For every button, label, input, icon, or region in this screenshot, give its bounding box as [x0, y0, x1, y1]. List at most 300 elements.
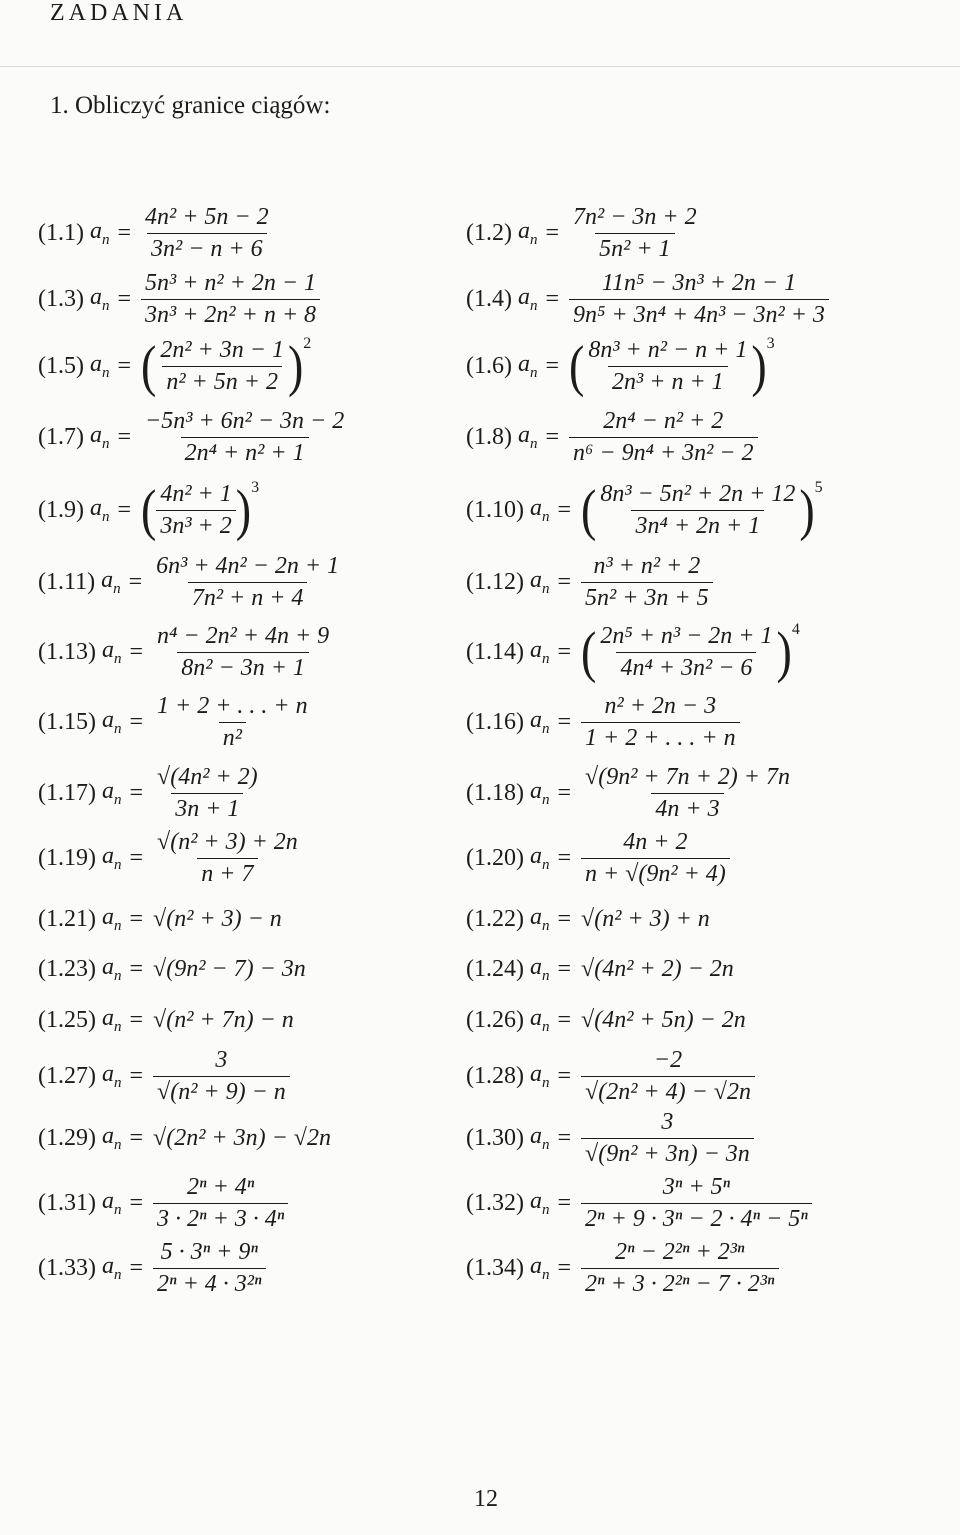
fraction: [596, 481, 799, 540]
exercise-label: (1.27): [38, 1062, 96, 1089]
sequence-term: [530, 904, 550, 935]
right-paren: ): [235, 477, 252, 542]
fraction: [141, 204, 273, 263]
numerator: 2ⁿ + 4ⁿ: [187, 1173, 255, 1200]
denominator: n + 7: [197, 858, 257, 888]
exercise-label: (1.30): [466, 1124, 524, 1151]
sequence-symbol: a: [529, 706, 542, 733]
numerator: 4n² + 1: [160, 480, 232, 507]
divider: [0, 66, 960, 67]
sequence-term: [518, 284, 538, 315]
right-paren: ): [287, 333, 304, 398]
sequence-index: n: [529, 231, 538, 248]
denominator: √(n² + 9) − n: [153, 1076, 290, 1106]
equals-sign: =: [129, 844, 144, 871]
denominator: 5n² + 3n + 5: [581, 582, 713, 612]
sequence-symbol: a: [517, 350, 530, 377]
sequence-term: [90, 495, 110, 526]
fraction: [153, 693, 312, 752]
numerator: −2: [653, 1046, 683, 1073]
sequence-index: n: [529, 435, 538, 452]
numerator: 4n² + 5n − 2: [145, 203, 269, 230]
equals-sign: =: [557, 955, 572, 982]
fraction: [581, 829, 730, 888]
sequence-term: [530, 1188, 550, 1219]
sequence-symbol: a: [101, 706, 114, 733]
sequence-symbol: a: [101, 1187, 114, 1214]
exponent: 3: [766, 335, 775, 352]
sequence-term: [518, 218, 538, 249]
exercise-label: (1.13): [38, 638, 96, 665]
sequence-symbol: a: [101, 777, 114, 804]
fraction: [581, 1239, 778, 1298]
sequence-index: n: [113, 1201, 122, 1218]
left-paren: (: [141, 477, 157, 542]
sequence-symbol: a: [101, 1004, 114, 1031]
exercise-item: [466, 687, 740, 757]
numerator: 8n³ − 5n² + 2n + 12: [600, 480, 796, 507]
exercise-item: [466, 758, 794, 828]
equals-sign: =: [117, 285, 132, 312]
fraction: [153, 829, 302, 888]
sequence-symbol: a: [89, 350, 102, 377]
exercise-item: [38, 198, 273, 268]
sequence-term: [530, 1005, 550, 1036]
denominator: 2ⁿ + 4 · 3²ⁿ: [153, 1268, 266, 1298]
sequence-index: n: [101, 435, 110, 452]
sequence-index: n: [113, 967, 122, 984]
sequence-term: [102, 1123, 122, 1154]
exercise-label: (1.29): [38, 1124, 96, 1151]
exercise-label: (1.8): [466, 423, 512, 450]
equals-sign: =: [545, 352, 560, 379]
sequence-term: [102, 1061, 122, 1092]
numerator: 2ⁿ − 2²ⁿ + 2³ⁿ: [615, 1238, 745, 1265]
right-paren: ): [776, 619, 792, 684]
exercise-label: (1.18): [466, 779, 524, 806]
exercise-label: (1.26): [466, 1006, 524, 1033]
sequence-term: [530, 1123, 550, 1154]
exercise-item: [466, 1041, 755, 1111]
numerator: 4n + 2: [623, 828, 688, 855]
expression: √(n² + 7n) − n: [153, 1006, 294, 1033]
sequence-term: [90, 422, 110, 453]
numerator: 6n³ + 4n² − 2n + 1: [156, 552, 340, 579]
page-header: ZADANIA: [50, 0, 188, 26]
expression: √(4n² + 2) − 2n: [581, 955, 734, 982]
exercise-label: (1.11): [38, 568, 96, 595]
numerator: √(4n² + 2): [157, 763, 258, 790]
equals-sign: =: [128, 568, 143, 595]
denominator: n²: [219, 722, 246, 752]
denominator: 2ⁿ + 3 · 2²ⁿ − 7 · 2³ⁿ: [581, 1268, 778, 1298]
sequence-term: [102, 954, 122, 985]
sequence-term: [530, 495, 550, 526]
exercise-item: [466, 331, 775, 401]
equals-sign: =: [117, 423, 132, 450]
exercise-label: (1.1): [38, 219, 84, 246]
right-paren: ): [751, 333, 767, 398]
exercise-label: (1.12): [466, 568, 524, 595]
sequence-term: [530, 1061, 550, 1092]
equals-sign: =: [557, 496, 572, 523]
sequence-index: n: [541, 791, 550, 808]
sequence-symbol: a: [529, 1004, 542, 1031]
exercise-item: [466, 402, 758, 472]
exponent: 4: [791, 621, 800, 638]
sequence-symbol: a: [101, 566, 114, 593]
denominator: 9n⁵ + 3n⁴ + 4n³ − 3n² + 3: [569, 299, 829, 329]
denominator: 2n⁴ + n² + 1: [181, 437, 309, 467]
sequence-symbol: a: [101, 1060, 114, 1087]
sequence-index: n: [113, 1074, 122, 1091]
equals-sign: =: [129, 1062, 144, 1089]
left-paren: (: [141, 333, 157, 398]
exercise-item: [466, 823, 730, 893]
fraction: [141, 408, 348, 467]
exercise-label: (1.15): [38, 708, 96, 735]
sequence-term: [102, 1188, 122, 1219]
equals-sign: =: [117, 496, 132, 523]
sequence-index: n: [101, 508, 110, 525]
fraction: [581, 553, 713, 612]
sequence-term: [530, 954, 550, 985]
numerator: 1 + 2 + . . . + n: [157, 692, 308, 719]
sequence-symbol: a: [529, 494, 542, 521]
sequence-index: n: [101, 297, 110, 314]
exercise-item: [38, 758, 262, 828]
exercise-label: (1.23): [38, 955, 96, 982]
sequence-index: n: [541, 967, 550, 984]
sequence-term: [530, 778, 550, 809]
exercise-label: (1.21): [38, 905, 96, 932]
exponent: 5: [814, 479, 823, 496]
denominator: 4n⁴ + 3n² − 6: [616, 652, 756, 682]
sequence-term: [530, 637, 550, 668]
expression: √(2n² + 3n) − √2n: [153, 1124, 331, 1151]
numerator: n² + 2n − 3: [604, 692, 717, 719]
equals-sign: =: [557, 1124, 572, 1151]
exercise-label: (1.31): [38, 1189, 96, 1216]
equals-sign: =: [129, 1006, 144, 1033]
denominator: 2ⁿ + 9 · 3ⁿ − 2 · 4ⁿ − 5ⁿ: [581, 1203, 812, 1233]
sequence-symbol: a: [101, 842, 114, 869]
expression: √(4n² + 5n) − 2n: [581, 1006, 746, 1033]
exercise-label: (1.34): [466, 1254, 524, 1281]
numerator: 8n³ + n² − n + 1: [588, 336, 748, 363]
exercise-item: [466, 264, 829, 334]
fraction: [153, 1047, 290, 1106]
exercise-label: (1.32): [466, 1189, 524, 1216]
exercise-item: [466, 617, 800, 687]
exercise-item: [38, 1103, 331, 1173]
exercise-label: (1.33): [38, 1254, 96, 1281]
numerator: 2n⁴ − n² + 2: [603, 407, 724, 434]
equals-sign: =: [557, 1254, 572, 1281]
left-paren: (: [581, 619, 597, 684]
numerator: n³ + n² + 2: [593, 552, 701, 579]
denominator: n + √(9n² + 4): [581, 858, 730, 888]
exercise-item: [38, 402, 348, 472]
sequence-term: [102, 637, 122, 668]
exercise-label: (1.28): [466, 1062, 524, 1089]
task-title: 1. Obliczyć granice ciągów:: [50, 92, 331, 119]
equals-sign: =: [129, 1124, 144, 1151]
sequence-index: n: [113, 720, 122, 737]
fraction: [152, 553, 343, 612]
sequence-symbol: a: [529, 903, 542, 930]
fraction: [153, 1239, 266, 1298]
sequence-symbol: a: [89, 421, 102, 448]
sequence-term: [90, 351, 110, 382]
exercise-item: [38, 475, 259, 545]
sequence-symbol: a: [89, 494, 102, 521]
numerator: 5 · 3ⁿ + 9ⁿ: [160, 1238, 258, 1265]
sequence-index: n: [541, 1074, 550, 1091]
sequence-term: [102, 1005, 122, 1036]
exercise-label: (1.9): [38, 496, 84, 523]
sequence-index: n: [541, 856, 550, 873]
exponent: 3: [251, 479, 260, 496]
sequence-symbol: a: [529, 566, 542, 593]
exercise-label: (1.20): [466, 844, 524, 871]
sequence-index: n: [541, 917, 550, 934]
fraction: [596, 623, 776, 682]
sequence-index: n: [113, 1018, 122, 1035]
exercise-item: [38, 547, 343, 617]
sequence-index: n: [113, 650, 122, 667]
sequence-symbol: a: [101, 1122, 114, 1149]
numerator: 2n⁵ + n³ − 2n + 1: [600, 622, 773, 649]
sequence-term: [90, 284, 110, 315]
numerator: √(n² + 3) + 2n: [157, 828, 298, 855]
sequence-index: n: [113, 1266, 122, 1283]
equals-sign: =: [557, 1006, 572, 1033]
equals-sign: =: [129, 905, 144, 932]
sequence-symbol: a: [529, 1187, 542, 1214]
denominator: n² + 5n + 2: [162, 366, 282, 396]
fraction: [569, 204, 701, 263]
fraction: [581, 764, 794, 823]
sequence-symbol: a: [89, 283, 102, 310]
sequence-symbol: a: [517, 217, 530, 244]
sequence-term: [530, 1253, 550, 1284]
exercise-label: (1.6): [466, 352, 512, 379]
equals-sign: =: [557, 779, 572, 806]
equals-sign: =: [545, 219, 560, 246]
sequence-term: [518, 422, 538, 453]
left-paren: (: [581, 477, 597, 542]
equals-sign: =: [557, 844, 572, 871]
exercise-item: [38, 1168, 288, 1238]
denominator: √(2n² + 4) − √2n: [581, 1076, 755, 1106]
sequence-symbol: a: [529, 953, 542, 980]
sequence-term: [530, 707, 550, 738]
sequence-index: n: [529, 297, 538, 314]
exercise-label: (1.19): [38, 844, 96, 871]
sequence-index: n: [541, 720, 550, 737]
equals-sign: =: [557, 568, 572, 595]
exercise-label: (1.22): [466, 905, 524, 932]
exercise-label: (1.17): [38, 779, 96, 806]
equals-sign: =: [129, 1189, 144, 1216]
sequence-term: [530, 567, 550, 598]
sequence-symbol: a: [101, 636, 114, 663]
sequence-term: [90, 218, 110, 249]
exercise-item: [466, 547, 713, 617]
sequence-symbol: a: [529, 777, 542, 804]
denominator: 3n³ + 2n² + n + 8: [141, 299, 320, 329]
equals-sign: =: [129, 638, 144, 665]
sequence-index: n: [113, 580, 121, 597]
sequence-index: n: [541, 1018, 550, 1035]
right-paren: ): [799, 477, 815, 542]
sequence-index: n: [113, 791, 122, 808]
denominator: 5n² + 1: [595, 233, 674, 263]
denominator: 3n³ + 2: [156, 510, 235, 540]
denominator: 2n³ + n + 1: [608, 366, 728, 396]
exercise-label: (1.16): [466, 708, 524, 735]
exercise-label: (1.14): [466, 638, 524, 665]
exercise-item: [466, 1103, 754, 1173]
exercise-label: (1.3): [38, 285, 84, 312]
exercise-label: (1.7): [38, 423, 84, 450]
equals-sign: =: [129, 779, 144, 806]
denominator: 8n² − 3n + 1: [177, 652, 309, 682]
equals-sign: =: [129, 955, 144, 982]
expression: √(n² + 3) + n: [581, 905, 710, 932]
numerator: 3: [215, 1046, 228, 1073]
sequence-symbol: a: [529, 1252, 542, 1279]
exercise-label: (1.5): [38, 352, 84, 379]
denominator: 3n² − n + 6: [147, 233, 267, 263]
fraction: [581, 693, 740, 752]
exercise-label: (1.2): [466, 219, 512, 246]
fraction: [141, 270, 320, 329]
sequence-symbol: a: [101, 903, 114, 930]
sequence-term: [101, 567, 121, 598]
equals-sign: =: [557, 708, 572, 735]
sequence-index: n: [101, 231, 110, 248]
sequence-index: n: [541, 508, 550, 525]
equals-sign: =: [117, 352, 132, 379]
exercise-label: (1.10): [466, 496, 524, 523]
numerator: 11n⁵ − 3n³ + 2n − 1: [601, 269, 797, 296]
sequence-index: n: [113, 1136, 122, 1153]
numerator: 5n³ + n² + 2n − 1: [145, 269, 317, 296]
denominator: n⁶ − 9n⁴ + 3n² − 2: [569, 437, 757, 467]
sequence-term: [102, 904, 122, 935]
expression: √(9n² − 7) − 3n: [153, 955, 306, 982]
sequence-index: n: [541, 1266, 550, 1283]
fraction: [153, 623, 333, 682]
denominator: 4n + 3: [651, 793, 723, 823]
sequence-symbol: a: [89, 217, 102, 244]
sequence-index: n: [529, 364, 538, 381]
sequence-term: [530, 843, 550, 874]
fraction: [156, 337, 288, 396]
sequence-term: [102, 1253, 122, 1284]
equals-sign: =: [557, 1062, 572, 1089]
fraction: [156, 481, 235, 540]
denominator: √(9n² + 3n) − 3n: [581, 1138, 754, 1168]
numerator: √(9n² + 7n + 2) + 7n: [585, 763, 790, 790]
numerator: n⁴ − 2n² + 4n + 9: [157, 622, 330, 649]
exercise-label: (1.25): [38, 1006, 96, 1033]
sequence-index: n: [113, 917, 122, 934]
fraction: [153, 764, 262, 823]
numerator: 3: [661, 1108, 674, 1135]
sequence-symbol: a: [529, 1060, 542, 1087]
exercise-item: [466, 1233, 779, 1303]
sequence-symbol: a: [517, 283, 530, 310]
sequence-symbol: a: [101, 1252, 114, 1279]
sequence-index: n: [541, 580, 550, 597]
exercise-item: [38, 331, 311, 401]
exponent: 2: [303, 335, 312, 352]
exercise-item: [38, 687, 312, 757]
sequence-index: n: [113, 856, 122, 873]
numerator: 2n² + 3n − 1: [160, 336, 284, 363]
fraction: [581, 1047, 755, 1106]
equals-sign: =: [545, 423, 560, 450]
exercise-label: (1.24): [466, 955, 524, 982]
equals-sign: =: [557, 1189, 572, 1216]
fraction: [581, 1174, 812, 1233]
sequence-index: n: [101, 364, 110, 381]
numerator: −5n³ + 6n² − 3n − 2: [145, 407, 345, 434]
fraction: [569, 408, 757, 467]
exercise-label: (1.4): [466, 285, 512, 312]
fraction: [153, 1174, 288, 1233]
sequence-symbol: a: [529, 842, 542, 869]
denominator: 1 + 2 + . . . + n: [581, 722, 740, 752]
sequence-symbol: a: [517, 421, 530, 448]
exercise-item: [466, 198, 701, 268]
numerator: 7n² − 3n + 2: [573, 203, 697, 230]
exercise-item: [38, 1041, 290, 1111]
equals-sign: =: [557, 638, 572, 665]
sequence-index: n: [541, 1136, 550, 1153]
equals-sign: =: [129, 708, 144, 735]
sequence-index: n: [541, 1201, 550, 1218]
sequence-term: [102, 778, 122, 809]
equals-sign: =: [545, 285, 560, 312]
sequence-symbol: a: [529, 1122, 542, 1149]
equals-sign: =: [129, 1254, 144, 1281]
left-paren: (: [569, 333, 585, 398]
sequence-term: [518, 351, 538, 382]
denominator: 7n² + n + 4: [188, 582, 308, 612]
denominator: 3n + 1: [171, 793, 243, 823]
page-number: 12: [474, 1486, 498, 1512]
exercise-item: [38, 264, 320, 334]
sequence-symbol: a: [529, 636, 542, 663]
sequence-index: n: [541, 650, 550, 667]
expression: √(n² + 3) − n: [153, 905, 282, 932]
exercise-item: [38, 1233, 266, 1303]
equals-sign: =: [557, 905, 572, 932]
sequence-symbol: a: [101, 953, 114, 980]
exercise-item: [466, 1168, 812, 1238]
exercise-item: [38, 823, 302, 893]
fraction: [584, 337, 751, 396]
exercise-item: [466, 475, 823, 545]
sequence-term: [102, 843, 122, 874]
fraction: [581, 1109, 754, 1168]
exercise-item: [38, 617, 333, 687]
fraction: [569, 270, 829, 329]
